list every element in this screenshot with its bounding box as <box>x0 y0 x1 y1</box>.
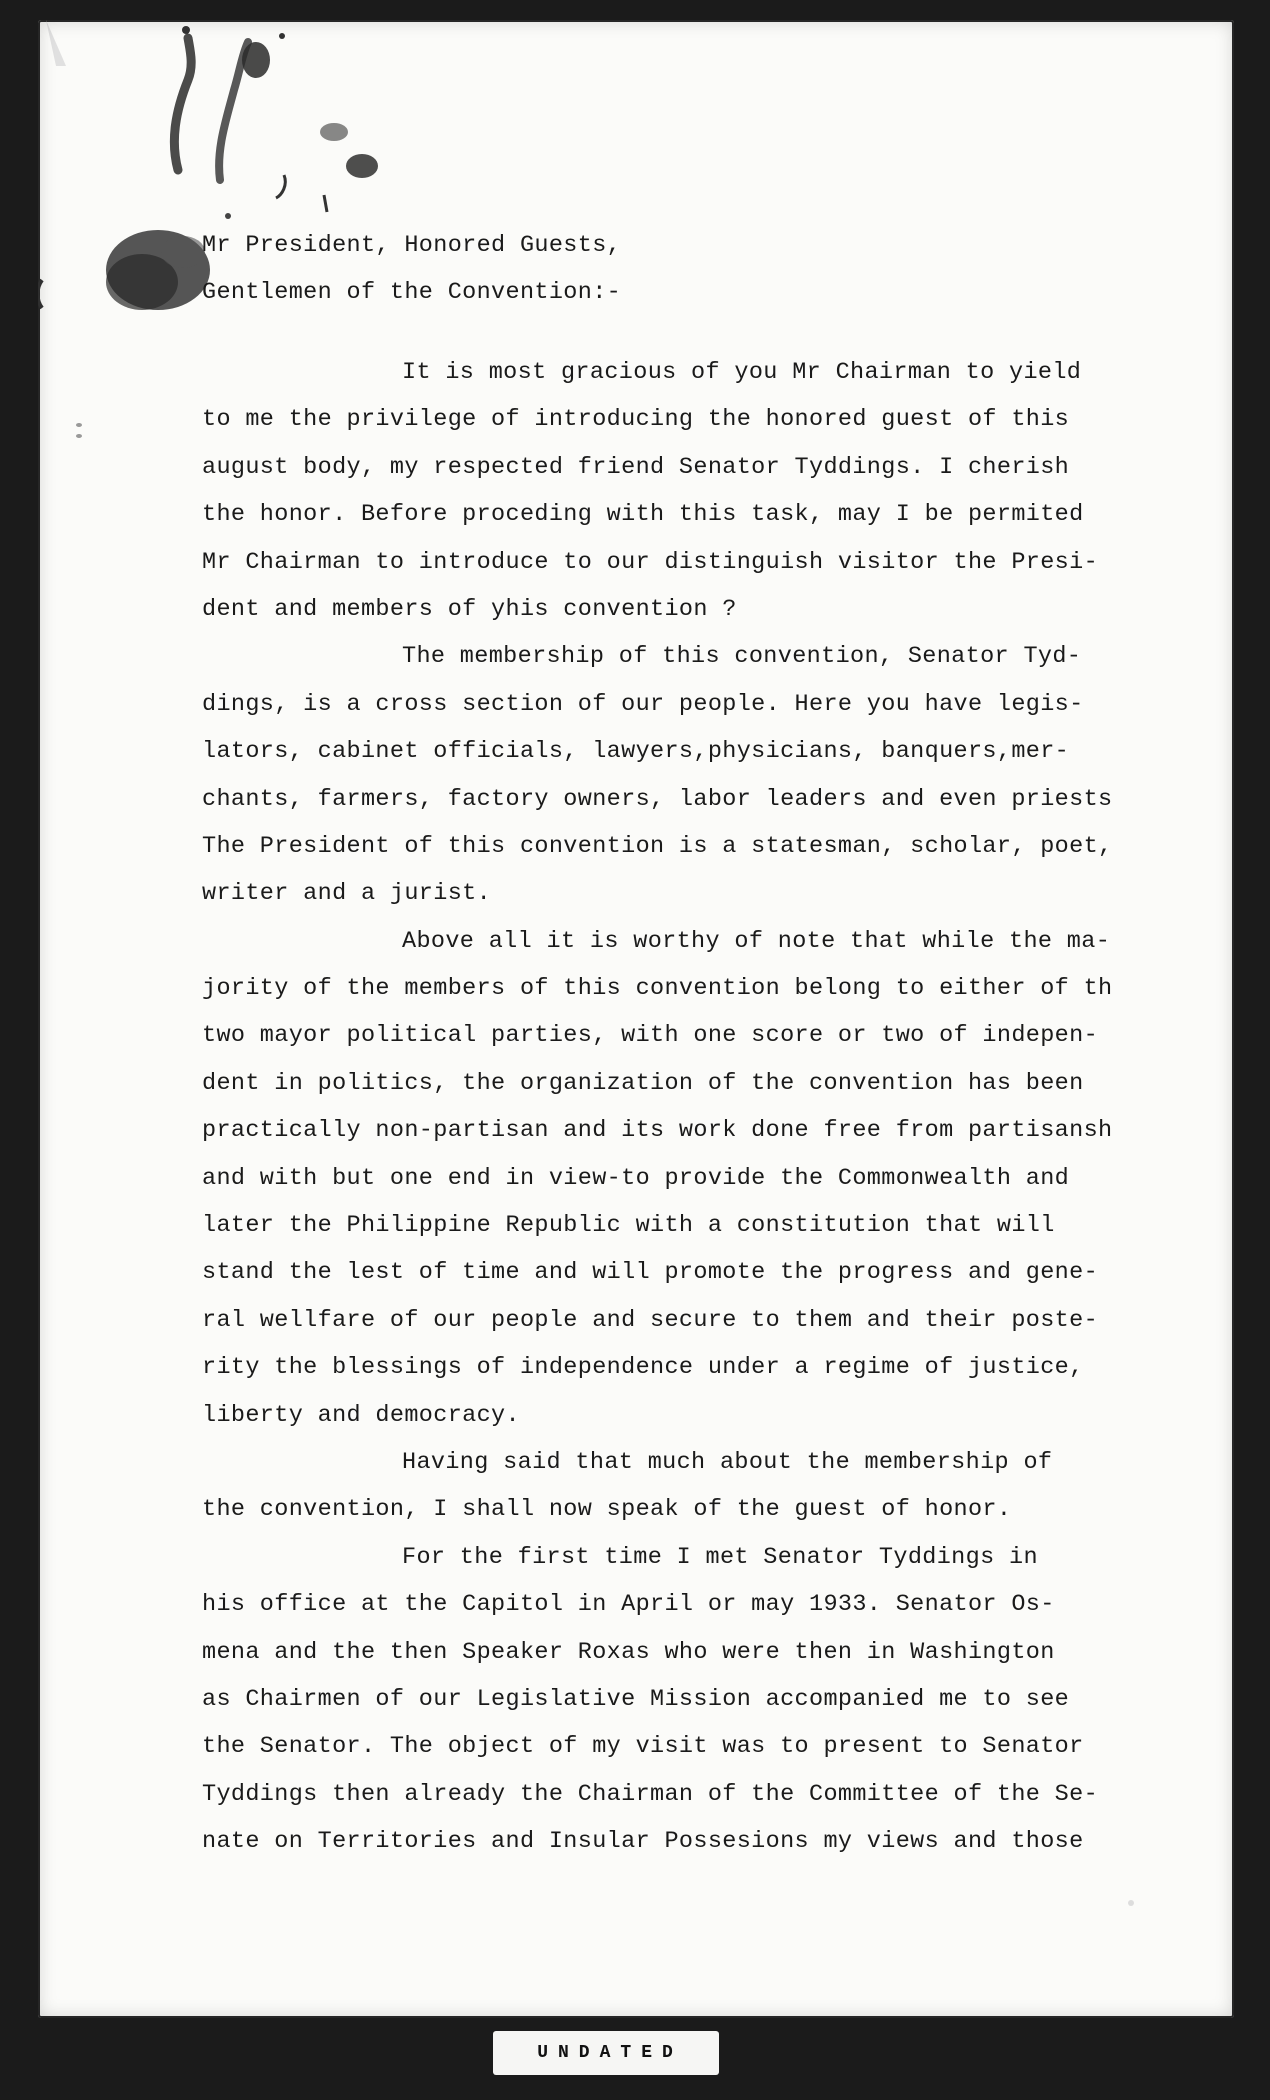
ink-blot <box>161 236 205 268</box>
body-line: ral wellfare of our people and secure to them and their poste- <box>202 1306 1099 1334</box>
body-line: Tyddings then already the Chairman of the Committee of the Se- <box>202 1780 1099 1808</box>
body-line: and with but one end in view-to provide the Commonwealth and <box>202 1164 1070 1192</box>
ink-mark <box>276 175 285 198</box>
body-line: Above all it is worthy of note that while the ma- <box>402 927 1111 955</box>
body-line: Having said that much about the membership of <box>402 1448 1053 1476</box>
body-line: the Senator. The object of my visit was to present to Senator <box>202 1733 1084 1761</box>
body-line: two mayor political parties, with one score or two of indepen- <box>202 1022 1099 1050</box>
ink-dot <box>182 26 190 34</box>
body-line: the convention, I shall now speak of the guest of honor. <box>202 1496 1012 1524</box>
body-line: as Chairmen of our Legislative Mission accompanied me to see <box>202 1685 1070 1713</box>
body-line: the honor. Before proceding with this task, may I be permited <box>202 501 1084 529</box>
body-line: dent in politics, the organization of the convention has been <box>202 1069 1084 1097</box>
salutation-line: Gentlemen of the Convention:- <box>202 279 622 306</box>
body-line: his office at the Capitol in April or may 1933. Senator Os- <box>202 1591 1055 1619</box>
ink-mark <box>324 195 327 212</box>
body-line: later the Philippine Republic with a constitution that will <box>202 1212 1055 1240</box>
body-line: nate on Territories and Insular Possesions my views and those <box>202 1828 1084 1856</box>
body-line: chants, farmers, factory owners, labor leaders and even priests <box>202 785 1113 813</box>
body-line: writer and a jurist. <box>202 880 492 908</box>
body-line: august body, my respected friend Senator Tyddings. I cherish <box>202 453 1070 481</box>
ink-drip <box>174 38 191 170</box>
ink-dot <box>225 213 231 219</box>
body-line: practically non-partisan and its work done free from partisansh <box>202 1117 1113 1145</box>
ink-blot <box>242 42 270 78</box>
body-line: rity the blessings of independence under a regime of justice, <box>202 1354 1084 1382</box>
ink-mark <box>38 280 42 308</box>
body-line: dings, is a cross section of our people. Here you have legis- <box>202 690 1084 718</box>
body-line: stand the lest of time and will promote the progress and gene- <box>202 1259 1099 1287</box>
body-line: Mr Chairman to introduce to our distinguish visitor the Presi- <box>202 548 1099 576</box>
speck <box>76 423 82 427</box>
body-line: It is most gracious of you Mr Chairman to yield <box>402 359 1082 386</box>
body-line: dent and members of yhis convention ? <box>202 595 737 623</box>
body-line: liberty and democracy. <box>202 1401 520 1429</box>
body-line: mena and the then Speaker Roxas who were then in Washington <box>202 1638 1055 1666</box>
document-page <box>38 20 1234 2018</box>
salutation-line: Mr President, Honored Guests, <box>202 232 622 259</box>
ink-blot <box>320 123 348 141</box>
speck <box>76 434 82 438</box>
body-line: The membership of this convention, Senator Tyd- <box>402 643 1082 671</box>
body-line: to me the privilege of introducing the honored guest of this <box>202 406 1070 434</box>
letter-body <box>202 349 1113 1866</box>
speck <box>1128 1900 1134 1906</box>
body-line: lators, cabinet officials, lawyers,physicians, banquers,mer- <box>202 738 1070 766</box>
body-line: jority of the members of this convention belong to either of th <box>202 975 1113 1003</box>
body-line: For the first time I met Senator Tyddings in <box>402 1543 1038 1571</box>
body-line: The President of this convention is a statesman, scholar, poet, <box>202 832 1113 860</box>
ink-blot <box>346 154 378 178</box>
ink-dot <box>279 33 285 39</box>
undated-label: UNDATED <box>493 2031 719 2075</box>
ink-mark <box>46 20 66 66</box>
salutation <box>202 222 1102 316</box>
